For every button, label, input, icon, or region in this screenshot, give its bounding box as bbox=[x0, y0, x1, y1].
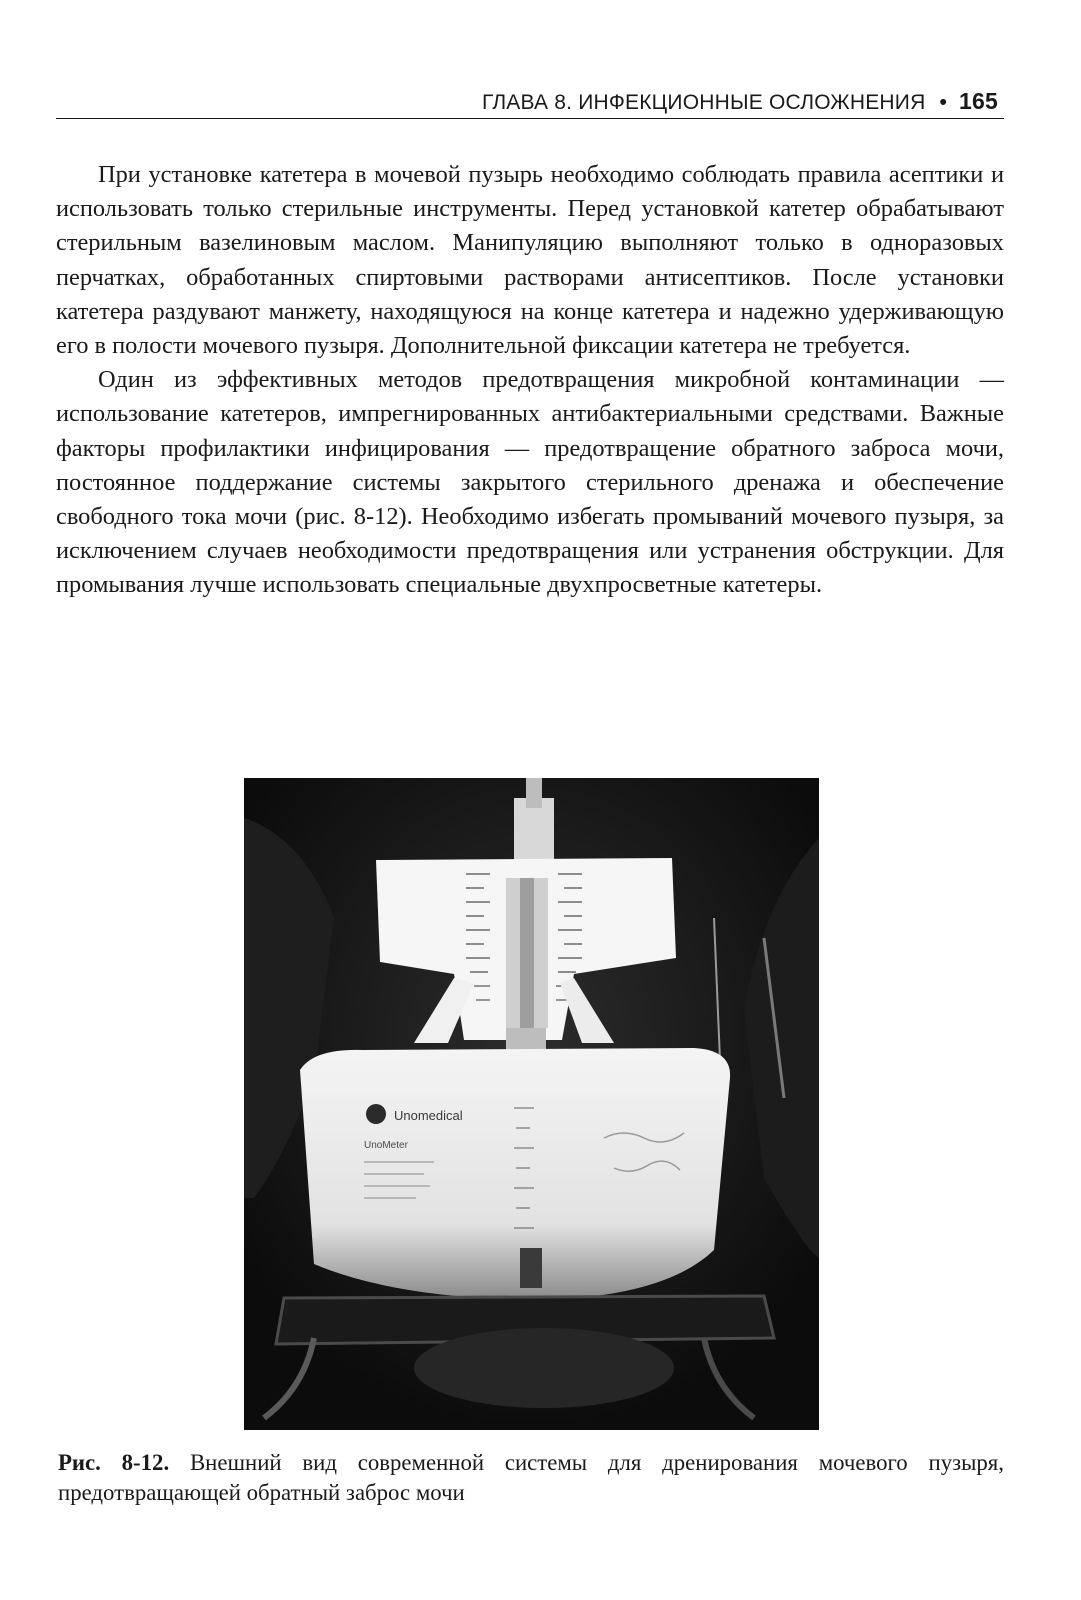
bag-brand-label: Unomedical bbox=[394, 1108, 463, 1123]
figure-caption bbox=[58, 1448, 1004, 1508]
drainage-system-illustration bbox=[244, 778, 819, 1430]
paragraph-1: При установке катетера в мочевой пузырь необходимо соблюдать правила асептики и использовать только стерильные инструменты. Перед установкой катетер обрабатывают стерильным вазелиновым маслом. Манипуляцию выполняют только в одноразовых перчатках, обработанных спиртовыми растворами антисептиков. После установки катетера раздувают манжету, находящуюся на конце катетера и надежно удерживающую его в полости мочевого пузыря. Дополнительной фиксации катетера не требуется. bbox=[56, 161, 1004, 360]
caption-label: Рис. 8-12. bbox=[58, 1450, 170, 1475]
inlet-connector bbox=[526, 778, 542, 808]
bag-product-label: UnoMeter bbox=[364, 1140, 408, 1151]
body-text bbox=[56, 158, 1004, 603]
brand-logo-icon bbox=[366, 1104, 386, 1124]
floor-shadow bbox=[414, 1328, 674, 1408]
paragraph-2: Один из эффективных методов предотвращения микробной контаминации — использование катетеров, импрегнированных антибактериальными средствами. Важные факторы профилактики инфицирования — предотвращение обратного заброса мочи, постоянное поддержание системы закрытого стерильного дренажа и обеспечение свободного тока мочи (рис. 8-12). Необходимо избегать промываний мочевого пузыря, за исключением случаев необходимости предотвращения или устранения обструкции. Для промывания лучше использовать специальные двухпросветные катетеры. bbox=[56, 366, 1004, 599]
measuring-column-core bbox=[520, 878, 534, 1028]
figure-photo-drainage-system bbox=[244, 778, 819, 1430]
outlet-valve bbox=[520, 1248, 542, 1288]
caption-text: Внешний вид современной системы для дренирования мочевого пузыря, предотвращающей обратный заброс мочи bbox=[58, 1450, 1004, 1505]
header-separator: • bbox=[939, 91, 948, 114]
running-header-text bbox=[482, 88, 998, 115]
chapter-title: ГЛАВА 8. ИНФЕКЦИОННЫЕ ОСЛОЖНЕНИЯ bbox=[481, 91, 926, 114]
page-number: 165 bbox=[959, 88, 998, 114]
running-header bbox=[56, 78, 1004, 119]
